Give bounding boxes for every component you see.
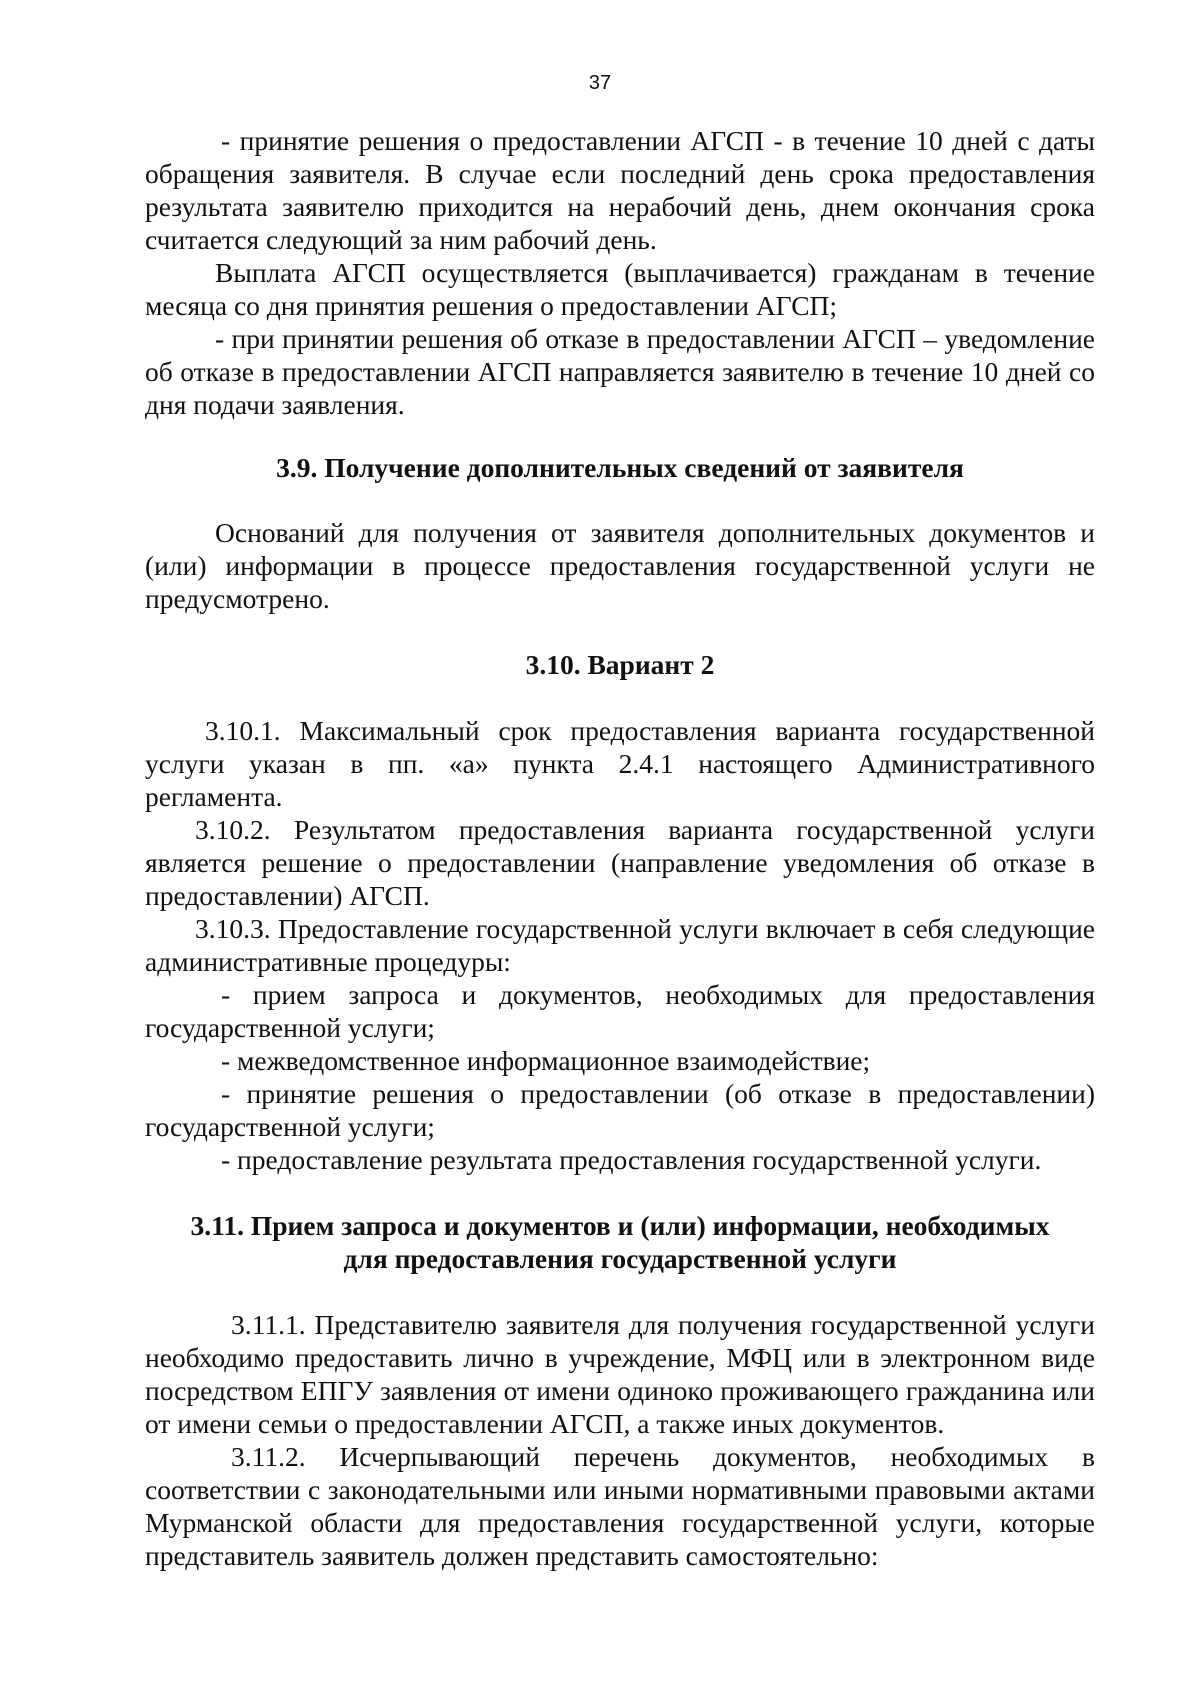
procedure-item: - прием запроса и документов, необходимых для предоставления государственной услуги; [145,979,1095,1043]
section-3-10-heading: 3.10. Вариант 2 [525,649,715,680]
paragraph-decision-term: - принятие решения о предоставлении АГСП - в течение 10 дней с даты обращения заявителя. В случае если последний день срока предоставления результата заявителю приходится на нерабочий день, днем окончания срока считается следующий за ним рабочий день. [145,125,1095,255]
section-3-11-heading [145,1209,1095,1275]
procedure-item: - принятие решения о предоставлении (об отказе в предоставлении) государственной услуги; [145,1078,1095,1142]
paragraph-refusal-notice: - при принятии решения об отказе в предоставлении АГСП – уведомление об отказе в предоставлении АГСП направляется заявителю в течение 10 дней со дня подачи заявления. [145,323,1095,420]
procedure-item: - межведомственное информационное взаимодействие; [221,1045,871,1076]
clause-3-10-2: 3.10.2. Результатом предоставления варианта государственной услуги является решение о предоставлении (направление уведомления об отказе в предоставлении) АГСП. [145,814,1095,911]
document-body [145,124,1095,1572]
procedure-item: - предоставление результата предоставления государственной услуги. [221,1144,1042,1175]
page-number: 37 [588,72,612,94]
paragraph-payment-term: Выплата АГСП осуществляется (выплачивается) гражданам в течение месяца со дня принятия решения о предоставлении АГСП; [145,257,1095,321]
clause-3-10-3: 3.10.3. Предоставление государственной услуги включает в себя следующие административные процедуры: [145,913,1095,977]
section-3-11-heading-line1: 3.11. Прием запроса и документов и (или) информации, необходимых [190,1210,1050,1241]
clause-3-11-2: 3.11.2. Исчерпывающий перечень документов, необходимых в соответствии с законодательными или иными нормативными правовыми актами Мурманской области для предоставления государственной услуги, которые представитель заявитель должен представить самостоятельно: [145,1441,1095,1571]
clause-3-11-1: 3.11.1. Представителю заявителя для получения государственной услуги необходимо предоставить лично в учреждение, МФЦ или в электронном виде посредством ЕПГУ заявления от имени одиноко проживающего гражданина или от имени семьи о предоставлении АГСП, а также иных документов. [145,1309,1095,1439]
clause-3-10-1: 3.10.1. Максимальный срок предоставления варианта государственной услуги указан в пп. «а» пункта 2.4.1 настоящего Административного регламента. [145,715,1095,812]
section-3-11-heading-line2: для предоставления государственной услуги [343,1243,897,1274]
section-3-9-heading: 3.9. Получение дополнительных сведений от заявителя [276,452,964,483]
section-3-9-text: Оснований для получения от заявителя дополнительных документов и (или) информации в процессе предоставления государственной услуги не предусмотрено. [145,517,1095,614]
